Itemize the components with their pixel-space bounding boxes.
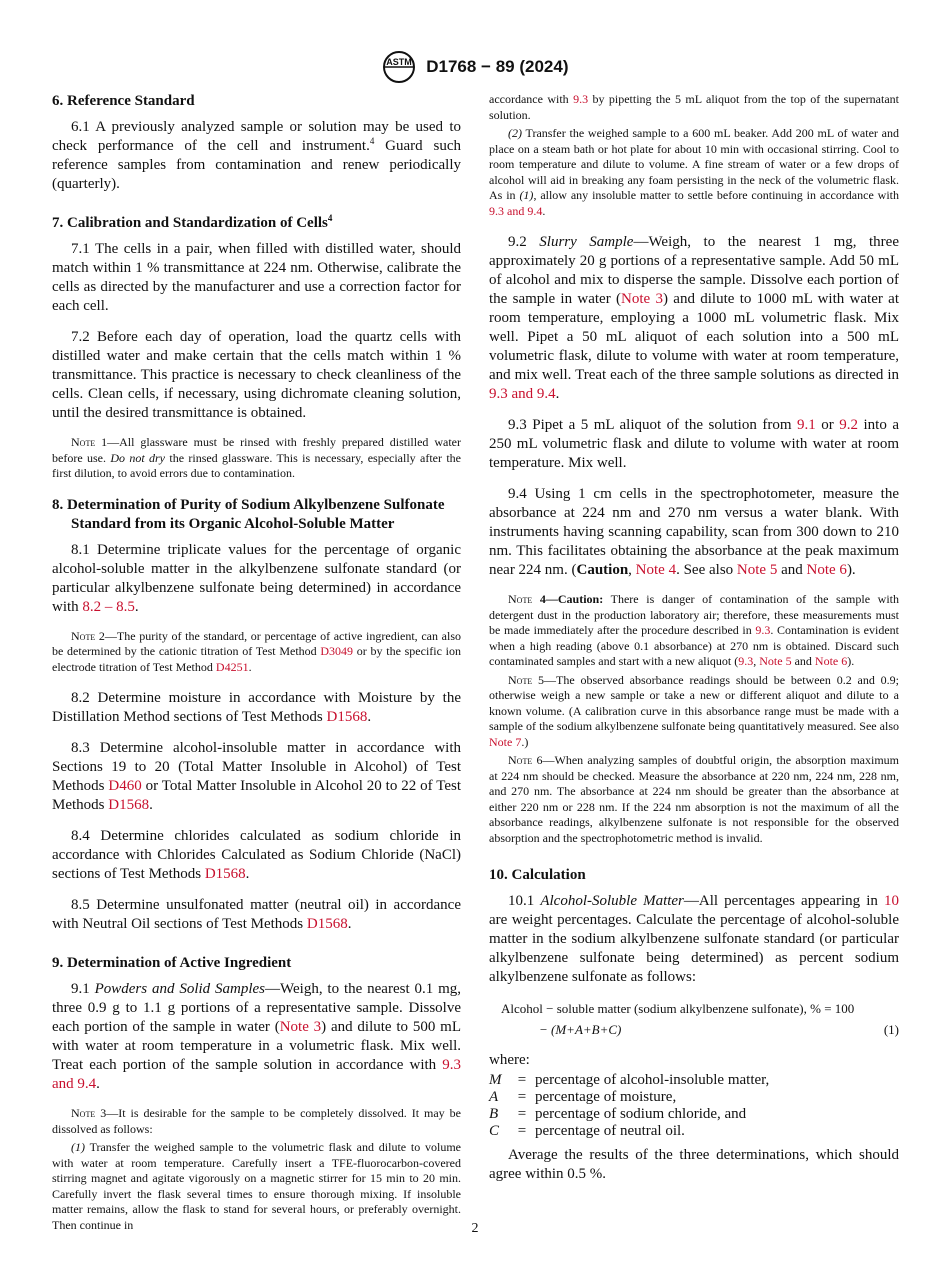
paragraph-6-1: 6.1 A previously analyzed sample or solution may be used to check performance of the cell and instrument.$^4$ Guard such reference samples from contamination and renew periodically (quarterly). [52, 119, 462, 192]
paragraph-7-1: 7.1 The cells in a pair, when filled with distilled water, should match within 1 % transmittance at 224 nm. Otherwise, calibrate the cells as directed by the manufacturer and use a correction factor for each cell. [52, 241, 461, 314]
paragraph-8-2: 8.2 Determine moisture in accordance with Moisture by the Distillation Method sections of Test Methods D1568. [52, 690, 461, 725]
link-8-2-8-5[interactable]: 8.2 – 8.5 [82, 598, 135, 615]
link-d460[interactable]: D460 [108, 778, 142, 794]
definition-row: M = percentage of alcohol-insoluble matter, [489, 1072, 770, 1088]
paragraph-10-1: 10.1 Alcohol-Soluble Matter—All percentages appearing in 10 are weight percentages. Calculate the percentage of alcohol-soluble matter in the sodium alkylbenzene sulfonate standard (or particular alkylbenzene sulfonate being determined) as percent sodium alkylbenzene sulfonate as follows: [489, 893, 900, 985]
section-9-heading: 9. Determination of Active Ingredient [52, 955, 292, 971]
section-8-heading: 8. Determination of Purity of Sodium Alkylbenzene Sulfonate Standard from its Organic Alcohol-Soluble Matter [52, 496, 445, 532]
link-d1568[interactable]: D1568 [326, 709, 368, 725]
link-note-5[interactable]: Note 5 [736, 562, 778, 578]
equation-number: (1) [883, 1022, 899, 1037]
note-5: Note 5—The observed absorbance readings should be between 0.2 and 0.9; otherwise weigh a new sample or take a new or different aliquot and dilute to a known volume. (A calibration curve in this absorbance range must be made with a sample of the sodium alkylbenzene sulfonate being quantitatively measured. See also Note 7.) [489, 672, 899, 749]
paragraph-9-2: 9.2 Slurry Sample—Weigh, to the nearest 1 mg, three approximately 20 g portions of a representative sample. Add 50 mL of alcohol and mix to disperse the sample. Dissolve each portion of the sample in water (Note 3) and dilute to 1000 mL with water at room temperature, employing a 1000 mL volumetric flask. Mix well. Pipet a 50 mL aliquot of each solution into a 500 mL volumetric flask, dilute to volume with water at room temperature, and mix well. Treat each of the three sample solutions as directed in 9.3 and 9.4. [489, 234, 899, 402]
note-4: Note 4—Caution: There is danger of contamination of the sample with detergent dust in the production laboratory air; therefore, these measurements must be made immediately after the procedure described in 9.3. Contamination is evident when a high reading (above 0.1 absorbance) at 270 nm is obtained. Discard such contaminated samples and start with a new aliquot (9.3, Note 5 and Note 6). [489, 592, 899, 668]
left-column [52, 92, 461, 1236]
svg-text:ASTM: ASTM [385, 57, 412, 67]
variable-definitions [489, 1072, 899, 1140]
link-note-6[interactable]: Note 6 [806, 562, 847, 578]
link-section-10[interactable]: 10 [884, 893, 900, 909]
equation-line-2: − (M+A+B+C) [539, 1022, 622, 1037]
note-2: Note 2—The purity of the standard, or percentage of active ingredient, can also be determined by the cationic titration of Test Method D3049 or by the specific ion electrode titration of Test Method D4251. [52, 628, 461, 674]
page-header [0, 50, 950, 84]
link-d1568[interactable]: D1568 [204, 866, 246, 882]
note-6: Note 6—When analyzing samples of doubtful origin, the absorption maximum at 224 nm should be checked. Measure the absorbance at 220 nm, 224 nm, 228 nm, and 270 nm. The absorbance at 224 nm should be greater than the absorbance at either 220 nm or 228 nm. If the 224 nm absorption is not the maximum of all the absorbance readings, alkylbenzene sulfonate is not responsible for the observed absorption and the spectrophotometric method is invalid. [489, 753, 899, 845]
definition-row: B = percentage of sodium chloride, and [489, 1106, 747, 1122]
section-6-heading: 6. Reference Standard [52, 93, 195, 109]
link-9-3-and-9-4[interactable]: 9.3 and 9.4 [489, 386, 556, 402]
definition-row: A = percentage of moisture, [489, 1089, 677, 1105]
footnote-ref: 4 [369, 136, 375, 146]
link-9-3-and-9-4[interactable]: 9.3 and 9.4 [52, 1057, 461, 1092]
equation-1 [489, 999, 899, 1041]
link-9-3-and-9-4[interactable]: 9.3 and 9.4 [489, 203, 543, 218]
paragraph-9-1: 9.1 Powders and Solid Samples—Weigh, to the nearest 0.1 mg, three 0.9 g to 1.1 g portions of a representative sample. Dissolve each portion of the sample in water (Note 3) and dilute to 500 mL with water at room temperature in a volumetric flask. Mix well. Treat each portion of the sample solution in accordance with 9.3 and 9.4. [52, 981, 461, 1092]
section-7-heading: 7. Calibration and Standardization of Cells$^4$ [52, 213, 333, 231]
definition-row: C = percentage of neutral oil. [489, 1123, 685, 1139]
document-title: D1768 − 89 (2024) [426, 57, 569, 76]
link-d3049[interactable]: D3049 [320, 644, 354, 658]
where-label: where: [489, 1052, 530, 1068]
note-1: Note 1—All glassware must be rinsed with freshly prepared distilled water before use. Do not dry the rinsed glassware. This is necessary, especially after the first dilution, to avoid errors due to contamination. [52, 435, 461, 480]
link-note-3[interactable]: Note 3 [279, 1019, 322, 1035]
paragraph-8-4: 8.4 Determine chlorides calculated as sodium chloride in accordance with Chlorides Calculated as Sodium Chloride (NaCl) sections of Test Methods D1568. [52, 828, 461, 882]
section-10-heading: 10. Calculation [489, 867, 586, 883]
paragraph-7-2: 7.2 Before each day of operation, load the quartz cells with distilled water and make certain that the cells match within 1 % transmittance. This practice is necessary to check cleanliness of the cells. Clean cells, if necessary, using dichromate cleaning solution, until the desired transmittance is obtained. [52, 329, 461, 421]
paragraph-8-3: 8.3 Determine alcohol-insoluble matter in accordance with Sections 19 to 20 (Total Matter Insoluble in Alcohol) of Test Methods D460 or Total Matter Insoluble in Alcohol 20 to 22 of Test Methods D1568. [52, 740, 461, 813]
link-9-3[interactable]: 9.3 [755, 623, 771, 637]
note-3: Note 3—It is desirable for the sample to be completely dissolved. It may be dissolved as follows: [52, 1106, 461, 1136]
note-3-item-2: (2) Transfer the weighed sample to a 600 mL beaker. Add 200 mL of water and place on a steam bath or hot plate for about 10 min with occasional stirring. Cool to room temperature and dilute to volume. A fine stream of water or a few drops of alcohol will aid in breaking any foam persisting in the neck of the volumetric flask. As in (1), allow any insoluble matter to settle before continuing in accordance with 9.3 and 9.4. [489, 126, 900, 218]
link-9-3[interactable]: 9.3 [738, 654, 754, 668]
average-paragraph: Average the results of the three determinations, which should agree within 0.5 %. [489, 1147, 899, 1182]
paragraph-8-5: 8.5 Determine unsulfonated matter (neutral oil) in accordance with Neutral Oil sections of Test Methods D1568. [52, 897, 461, 932]
link-note-4[interactable]: Note 4 [635, 562, 677, 578]
link-note-5[interactable]: Note 5 [759, 654, 792, 668]
note-3-item-1: (1) Transfer the weighed sample to the volumetric flask and dilute to volume with water at room temperature. Carefully insert a TFE-fluorocarbon-covered stirring magnet and agitate vigorously on a magnetic stirrer for 15 min to 20 min. Carefully invert the flask several times to ensure thorough mixing. If insoluble matter remains, allow the flask to stand for several hours, or preferably overnight. Then continue in [52, 1140, 461, 1232]
paragraph-8-1: 8.1 Determine triplicate values for the percentage of organic alcohol-soluble matter in the alkylbenzene sulfonate standard (or particular alkylbenzene sulfonate being determined) in accordance with 8.2 – 8.5. [52, 541, 461, 615]
astm-logo-icon [382, 50, 416, 84]
page-number: 2 [471, 1221, 479, 1236]
link-d1568[interactable]: D1568 [108, 797, 150, 813]
link-9-2[interactable]: 9.2 [839, 417, 858, 433]
link-d1568[interactable]: D1568 [306, 916, 348, 932]
link-9-3[interactable]: 9.3 [573, 92, 589, 106]
link-note-6[interactable]: Note 6 [814, 654, 848, 668]
paragraph-9-3: 9.3 Pipet a 5 mL aliquot of the solution from 9.1 or 9.2 into a 250 mL volumetric flask and dilute to volume with water at room temperature. Mix well. [489, 417, 899, 471]
equation-line-1: Alcohol − soluble matter (sodium alkylbenzene sulfonate), % = 100 [501, 1001, 855, 1016]
right-column [489, 92, 899, 1196]
paragraph-9-4: 9.4 Using 1 cm cells in the spectrophotometer, measure the absorbance at 224 nm and 270 nm versus a water blank. With instruments having scanning capability, scan from 300 down to 210 nm. This facilitates obtaining the absorbance at the peak maximum near 224 nm. (Caution, Note 4. See also Note 5 and Note 6). [489, 486, 899, 578]
link-9-1[interactable]: 9.1 [797, 417, 816, 433]
note-3-continued: accordance with 9.3 by pipetting the 5 mL aliquot from the top of the supernatant solution. [489, 92, 899, 122]
link-d4251[interactable]: D4251 [215, 659, 249, 674]
link-note-7[interactable]: Note 7 [489, 734, 522, 749]
link-note-3[interactable]: Note 3 [621, 291, 663, 307]
